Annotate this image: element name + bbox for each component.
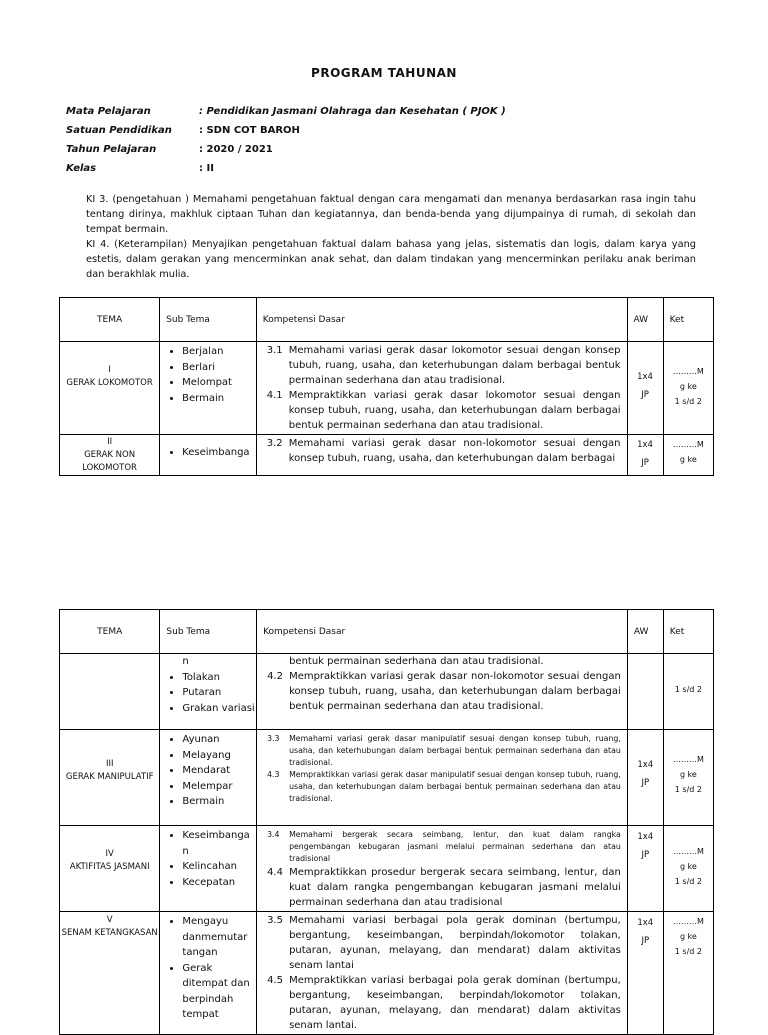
list-item: • Keseimbanga bbox=[182, 445, 256, 461]
kd-cell bbox=[256, 435, 627, 476]
list-item: • Melempar bbox=[182, 779, 256, 795]
header-aw: AW bbox=[627, 610, 663, 654]
list-item: • Berlari bbox=[182, 360, 256, 376]
tema-cell bbox=[60, 912, 160, 1035]
meta-label: Mata Pelajaran bbox=[66, 106, 151, 117]
header-ket: Ket bbox=[663, 610, 713, 654]
list-item: • Keseimbanga n bbox=[182, 828, 256, 859]
ket-cell: ………M g ke 1 s/d 2 bbox=[663, 912, 713, 1035]
tema-name: SENAM KETANGKASAN bbox=[61, 928, 158, 938]
list-item: • Gerak ditempat dan berpindah tempat bbox=[182, 961, 252, 1023]
kd-item: 4.1 Mempraktikkan variasi gerak dasar lokomotor sesuai dengan konsep tubuh, ruang, usaha, dan keterhubungan dalam berbagai bentuk permainan sederhana dan atau tradisional. bbox=[266, 390, 621, 431]
aw-cell: 1x4 JP bbox=[627, 912, 663, 1035]
kd-cell bbox=[256, 342, 627, 435]
list-item: • Melompat bbox=[182, 375, 256, 391]
table-row bbox=[60, 826, 714, 912]
table-row bbox=[60, 435, 714, 476]
aw-cell: 1x4 JP bbox=[627, 342, 663, 435]
ket-cell: ………M g ke bbox=[663, 435, 713, 476]
kd-item: 4.3 Mempraktikkan variasi gerak dasar manipulatif sesuai dengan konsep tubuh, ruang, usaha, dan keterhubungan dalam berbagai bentuk permainan sederhana dan atau tradisional. bbox=[267, 770, 621, 803]
header-aw: AW bbox=[627, 298, 663, 342]
subtema-cell bbox=[160, 912, 257, 1035]
kd-cell bbox=[257, 654, 628, 730]
tema-cell bbox=[60, 435, 160, 476]
tema-name: GERAK MANIPULATIF bbox=[65, 772, 154, 782]
meta-label: Tahun Pelajaran bbox=[66, 144, 157, 155]
table-row bbox=[60, 342, 714, 435]
list-item: • Mendarat bbox=[182, 763, 256, 779]
kd-item: 3.5 Memahami variasi berbagai pola gerak dominan (bertumpu, bergantung, keseimbangan, berpindah/lokomotor tolakan, putaran, ayunan, melayang, dan mendarat) dalam aktivitas senam lantai bbox=[267, 915, 621, 971]
tema-cell bbox=[60, 730, 160, 826]
page-title: PROGRAM TAHUNAN bbox=[311, 66, 457, 80]
tema-number: IV bbox=[105, 849, 114, 859]
list-item: • Melayang bbox=[182, 748, 256, 764]
tema-name: GERAK NON LOKOMOTOR bbox=[82, 450, 137, 473]
aw-cell: 1x4 JP bbox=[627, 730, 663, 826]
ket-cell: ………M g ke 1 s/d 2 bbox=[663, 826, 713, 912]
list-item: • Kecepatan bbox=[182, 875, 256, 891]
tema-cell bbox=[60, 654, 160, 730]
header-tema: TEMA bbox=[60, 610, 160, 654]
ki3-paragraph: KI 3. (pengetahuan ) Memahami pengetahuan faktual dengan cara mengamati dan menanya berdasarkan rasa ingin tahu tentang dirinya, makhluk ciptaan Tuhan dan kegiatannya, dan benda-benda yang dijumpainya di rumah, di sekolah dan tempat bermain. bbox=[86, 194, 696, 235]
aw-cell bbox=[627, 654, 663, 730]
meta-label: Kelas bbox=[66, 163, 97, 174]
subtema-cell bbox=[160, 730, 257, 826]
tema-number: I bbox=[108, 365, 111, 375]
tema-name: GERAK LOKOMOTOR bbox=[66, 378, 153, 388]
aw-cell: 1x4 JP bbox=[627, 435, 663, 476]
tema-name: AKTIFITAS JASMANI bbox=[69, 862, 150, 872]
kd-item: 3.1 Memahami variasi gerak dasar lokomotor sesuai dengan konsep tubuh, ruang, usaha, dan keterhubungan dalam berbagai bentuk permainan sederhana dan atau tradisional. bbox=[266, 345, 621, 386]
core-competencies bbox=[86, 192, 696, 282]
kd-item: 4.5 Mempraktikkan variasi berbagai pola gerak dominan (bertumpu, bergantung, keseimbangan, berpindah/lokomotor tolakan, putaran, ayunan, melayang, dan mendarat) dalam aktivitas senam lantai. bbox=[267, 975, 621, 1031]
list-item: • Ayunan bbox=[182, 732, 256, 748]
meta-value: : Pendidikan Jasmani Olahraga dan Kesehatan ( PJOK ) bbox=[199, 106, 506, 117]
list-item: • Berjalan bbox=[182, 344, 256, 360]
header-subtema: Sub Tema bbox=[160, 298, 257, 342]
kd-cell bbox=[257, 730, 628, 826]
tema-number: II bbox=[107, 437, 113, 447]
kd-item: 4.2 Mempraktikkan variasi gerak dasar non-lokomotor sesuai dengan konsep tubuh, ruang, usaha, dan keterhubungan dalam berbagai bentuk permainan sederhana dan atau tradisional. bbox=[267, 671, 621, 712]
meta-row-year bbox=[66, 140, 506, 159]
kd-cell bbox=[257, 912, 628, 1035]
subtema-cell bbox=[160, 435, 257, 476]
kd-item: 3.4 Memahami bergerak secara seimbang, lentur, dan kuat dalam rangka pengembangan kebugaran jasmani melalui permainan sederhana dan atau tradisional bbox=[267, 830, 621, 863]
tema-number: V bbox=[106, 915, 113, 925]
list-item: • Mengayu danmemutar tangan bbox=[182, 914, 252, 961]
header-tema: TEMA bbox=[60, 298, 160, 342]
header-ket: Ket bbox=[663, 298, 713, 342]
table-header-row bbox=[60, 298, 714, 342]
tema-cell bbox=[60, 826, 160, 912]
table-row bbox=[60, 654, 714, 730]
list-item: • Grakan variasi bbox=[182, 701, 256, 717]
document-meta bbox=[66, 102, 506, 178]
list-item: • Putaran bbox=[182, 685, 256, 701]
meta-value: : 2020 / 2021 bbox=[199, 144, 273, 155]
meta-value: : II bbox=[199, 163, 214, 174]
meta-row-school bbox=[66, 121, 506, 140]
list-item: • Tolakan bbox=[182, 670, 256, 686]
ket-cell: ………M g ke 1 s/d 2 bbox=[663, 730, 713, 826]
program-table-1 bbox=[59, 297, 714, 476]
kd-item: 4.4 Mempraktikkan prosedur bergerak secara seimbang, lentur, dan kuat dalam rangka pengembangan kebugaran jasmani melalui permainan sederhana dan atau tradisional bbox=[267, 867, 621, 908]
header-subtema: Sub Tema bbox=[160, 610, 257, 654]
tema-number: III bbox=[105, 759, 114, 769]
header-kd: Kompetensi Dasar bbox=[257, 610, 628, 654]
program-table-2 bbox=[59, 609, 714, 1035]
ket-cell: ………M g ke 1 s/d 2 bbox=[663, 342, 713, 435]
kd-item: 3.3 Memahami variasi gerak dasar manipulatif sesuai dengan konsep tubuh, ruang, usaha, dan keterhubungan dalam berbagai bentuk permainan sederhana dan atau tradisional. bbox=[267, 734, 621, 767]
meta-value: : SDN COT BAROH bbox=[199, 125, 300, 136]
list-item: • Bermain bbox=[182, 794, 256, 810]
ki4-paragraph: KI 4. (Keterampilan) Menyajikan pengetahuan faktual dalam bahasa yang jelas, sistematis dan logis, dalam karya yang estetis, dalam gerakan yang mencerminkan anak sehat, dan dalam tindakan yang mencerminkan perilaku anak beriman dan berakhlak mulia. bbox=[86, 239, 696, 280]
list-item: n bbox=[182, 656, 189, 667]
aw-cell: 1x4 JP bbox=[627, 826, 663, 912]
kd-item: bentuk permainan sederhana dan atau tradisional. bbox=[289, 656, 544, 667]
subtema-cell bbox=[160, 342, 257, 435]
subtema-cell bbox=[160, 654, 257, 730]
ket-cell: 1 s/d 2 bbox=[663, 654, 713, 730]
meta-label: Satuan Pendidikan bbox=[66, 125, 172, 136]
table-row bbox=[60, 912, 714, 1035]
table-header-row bbox=[60, 610, 714, 654]
table-row bbox=[60, 730, 714, 826]
tema-cell bbox=[60, 342, 160, 435]
kd-item: 3.2 Memahami variasi gerak dasar non-lokomotor sesuai dengan konsep tubuh, ruang, usaha, dan keterhubungan dalam berbagai bbox=[266, 438, 621, 464]
meta-row-class bbox=[66, 159, 506, 178]
kd-cell bbox=[257, 826, 628, 912]
subtema-cell bbox=[160, 826, 257, 912]
list-item: • Bermain bbox=[182, 391, 256, 407]
meta-row-subject bbox=[66, 102, 506, 121]
list-item: • Kelincahan bbox=[182, 859, 256, 875]
header-kd: Kompetensi Dasar bbox=[256, 298, 627, 342]
